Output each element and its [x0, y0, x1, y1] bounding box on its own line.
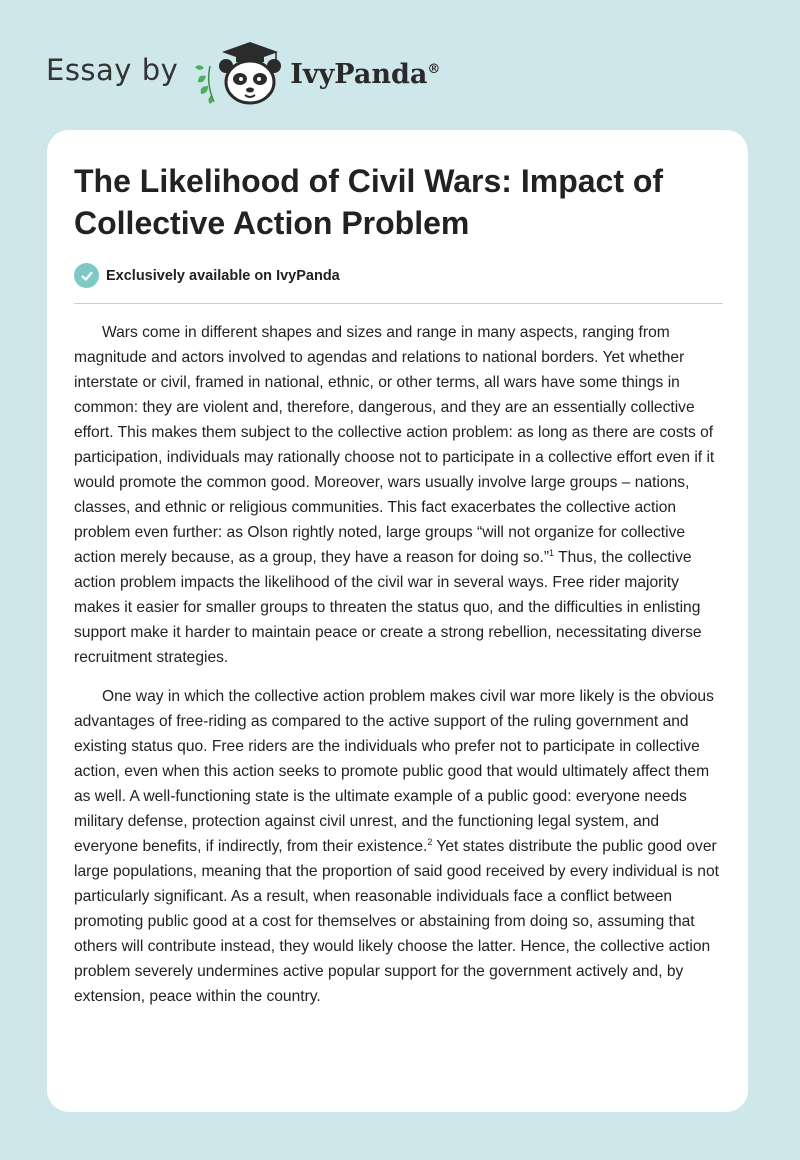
paragraph-2: One way in which the collective action problem makes civil war more likely is the obvious advantages of free-riding as compared to the active support of the ruling government and existing status quo. Free riders are the individuals who prefer not to participate in collective action, even when this action seeks to promote public good that would ultimately affect them as well. A well-functioning state is the ultimate example of a public good: everyone needs military defense, protection against civil unrest, and the functioning legal system, and everyone benefits, if indirectly, from their existence.$^2$ Yet states distribute the public good over large populations, meaning that the proportion of said good received by every individual is not particularly significant. As a result, when reasonable individuals face a conflict between promoting public good at a cost for themselves or abstaining from doing so, assuming that others will contribute instead, they would likely choose the latter. Hence, the collective action problem severely undermines active popular support for the government actively and, by extension, peace within the country. — [74, 688, 719, 1005]
essay-title: The Likelihood of Civil Wars: Impact of Collective Action Problem — [74, 163, 664, 241]
registered-mark: ® — [427, 61, 441, 77]
essay-body — [74, 320, 726, 1023]
paragraph-1: Wars come in different shapes and sizes and range in many aspects, ranging from magnitude and actors involved to agendas and relations to national borders. Yet whether interstate or civil, framed in national, ethnic, or other terms, all wars have some things in common: they are violent and, therefore, dangerous, and they are an essentially collective effort. This makes them subject to the collective action problem: as long as there are costs of participation, individuals may rationally choose not to participate in a collective effort even if it would promote the common good. Moreover, wars usually involve large groups – nations, classes, and ethnic or religious communities. This fact exacerbates the collective action problem even further: as Olson rightly noted, large groups “will not organize for collective action merely because, as a group, they have a reason for doing so.”$^1$ Thus, the collective action problem impacts the likelihood of the civil war in several ways. Free rider majority makes it easier for smaller groups to threaten the status quo, and the difficulties in enlisting support make it harder to maintain peace or create a strong rebellion, necessitating diverse recruitment strategies. — [74, 324, 715, 666]
footnote-ref-1[interactable]: 1 — [549, 547, 555, 558]
brand-name[interactable]: IvyPanda® — [290, 58, 441, 90]
panda-graduation-cap-icon[interactable] — [188, 38, 288, 108]
essay-by-label: Essay by — [46, 53, 179, 87]
essay-card — [47, 130, 748, 1112]
exclusive-badge-label: Exclusively available on IvyPanda — [106, 267, 340, 284]
exclusive-badge — [74, 263, 340, 288]
site-header — [46, 38, 440, 108]
title-divider — [74, 303, 723, 304]
footnote-ref-2[interactable]: 2 — [427, 836, 433, 847]
check-circle-icon — [74, 263, 99, 288]
